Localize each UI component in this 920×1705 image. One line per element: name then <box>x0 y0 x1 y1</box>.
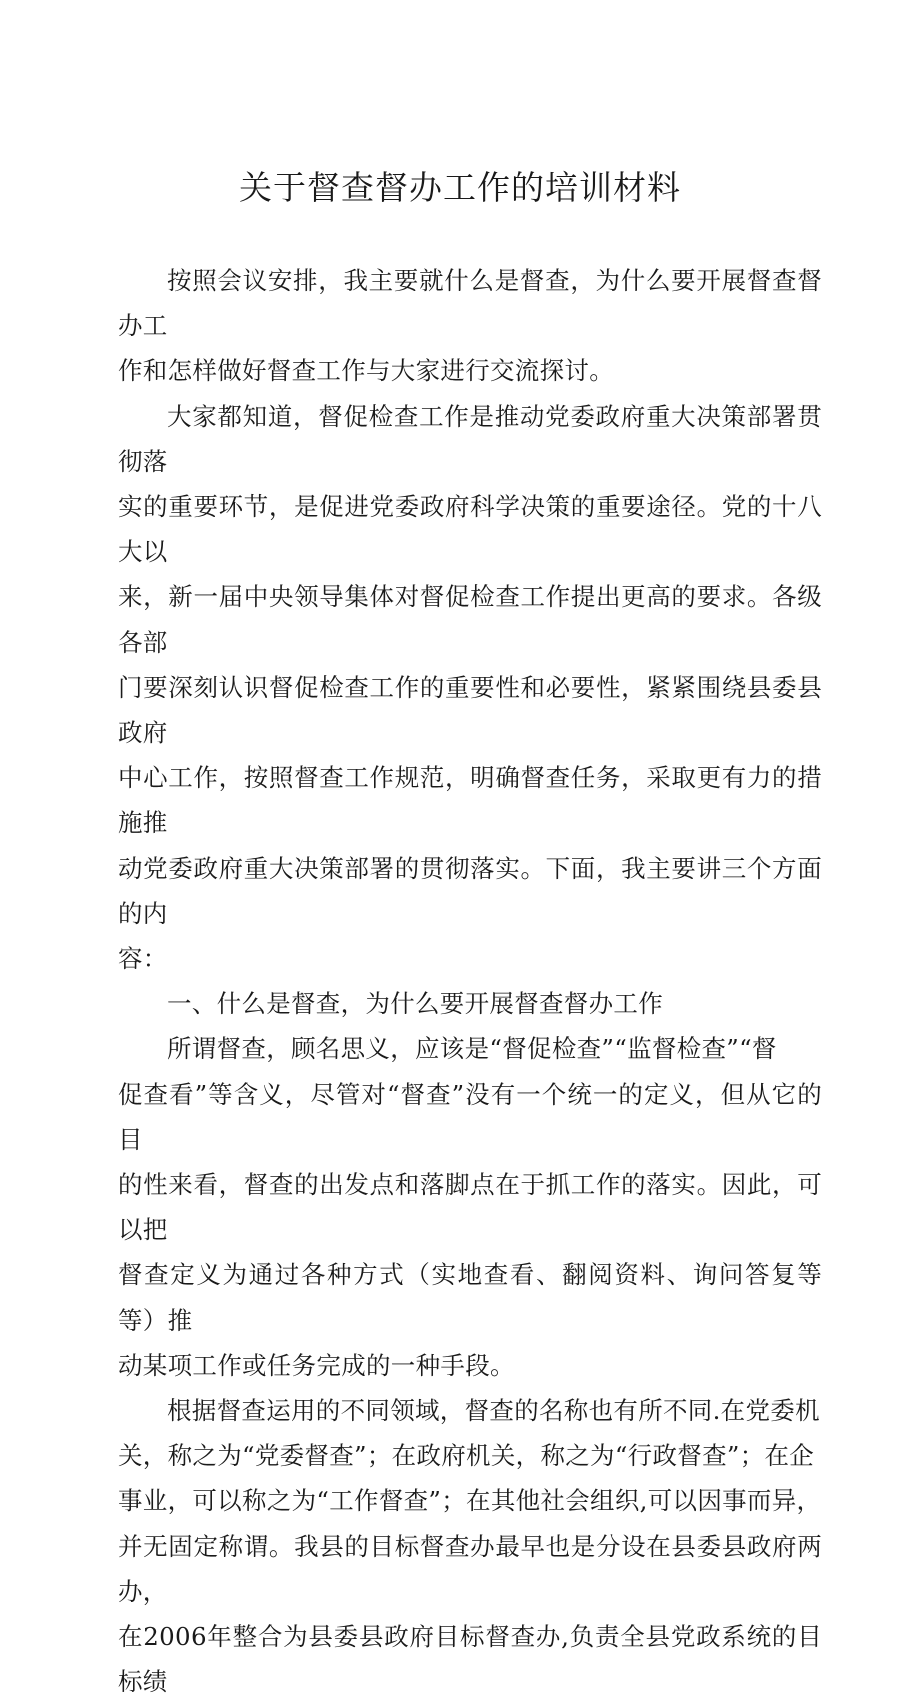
paragraph-definition: 所谓督查，顾名思义，应该是“督促检查”“监督检查”“督 促查看”等含义，尽管对“督查”没有一个统一的定义，但从它的目 的性来看，督查的出发点和落脚点在于抓工作的落实。因此，可以把 督查定义为通过各种方式（实地查看、翻阅资料、询问答复等等）推 动某项工作或任务完成的一种手段。 <box>118 1034 822 1380</box>
paragraph-naming: 根据督查运用的不同领域，督查的名称也有所不同.在党委机 关，称之为“党委督查”；在政府机关，称之为“行政督查”；在企 事业，可以称之为“工作督查”；在其他社会组织,可以因事而异， 并无固定称谓。我县的目标督查办最早也是分设在县委县政府两办， 在2006年整合为县委县政府目标督查办,负责全县党政系统的目标绩 <box>118 1396 822 1697</box>
document-body <box>118 258 822 1705</box>
document-title: 关于督查督办工作的培训材料 <box>239 168 681 207</box>
section-heading-1: 一、什么是督查，为什么要开展督查督办工作 <box>167 989 663 1019</box>
paragraph-intro: 按照会议安排，我主要就什么是督查，为什么要开展督查督办工 作和怎样做好督查工作与大家进行交流探讨。 <box>118 266 822 386</box>
paragraph-background: 大家都知道，督促检查工作是推动党委政府重大决策部署贯彻落 实的重要环节，是促进党委政府科学决策的重要途径。党的十八大以 来，新一届中央领导集体对督促检查工作提出更高的要求。各级各部 门要深刻认识督促检查工作的重要性和必要性，紧紧围绕县委县政府 中心工作，按照督查工作规范，明确督查任务，采取更有力的措施推 动党委政府重大决策部署的贯彻落实。下面，我主要讲三个方面的内 容： <box>118 401 822 974</box>
